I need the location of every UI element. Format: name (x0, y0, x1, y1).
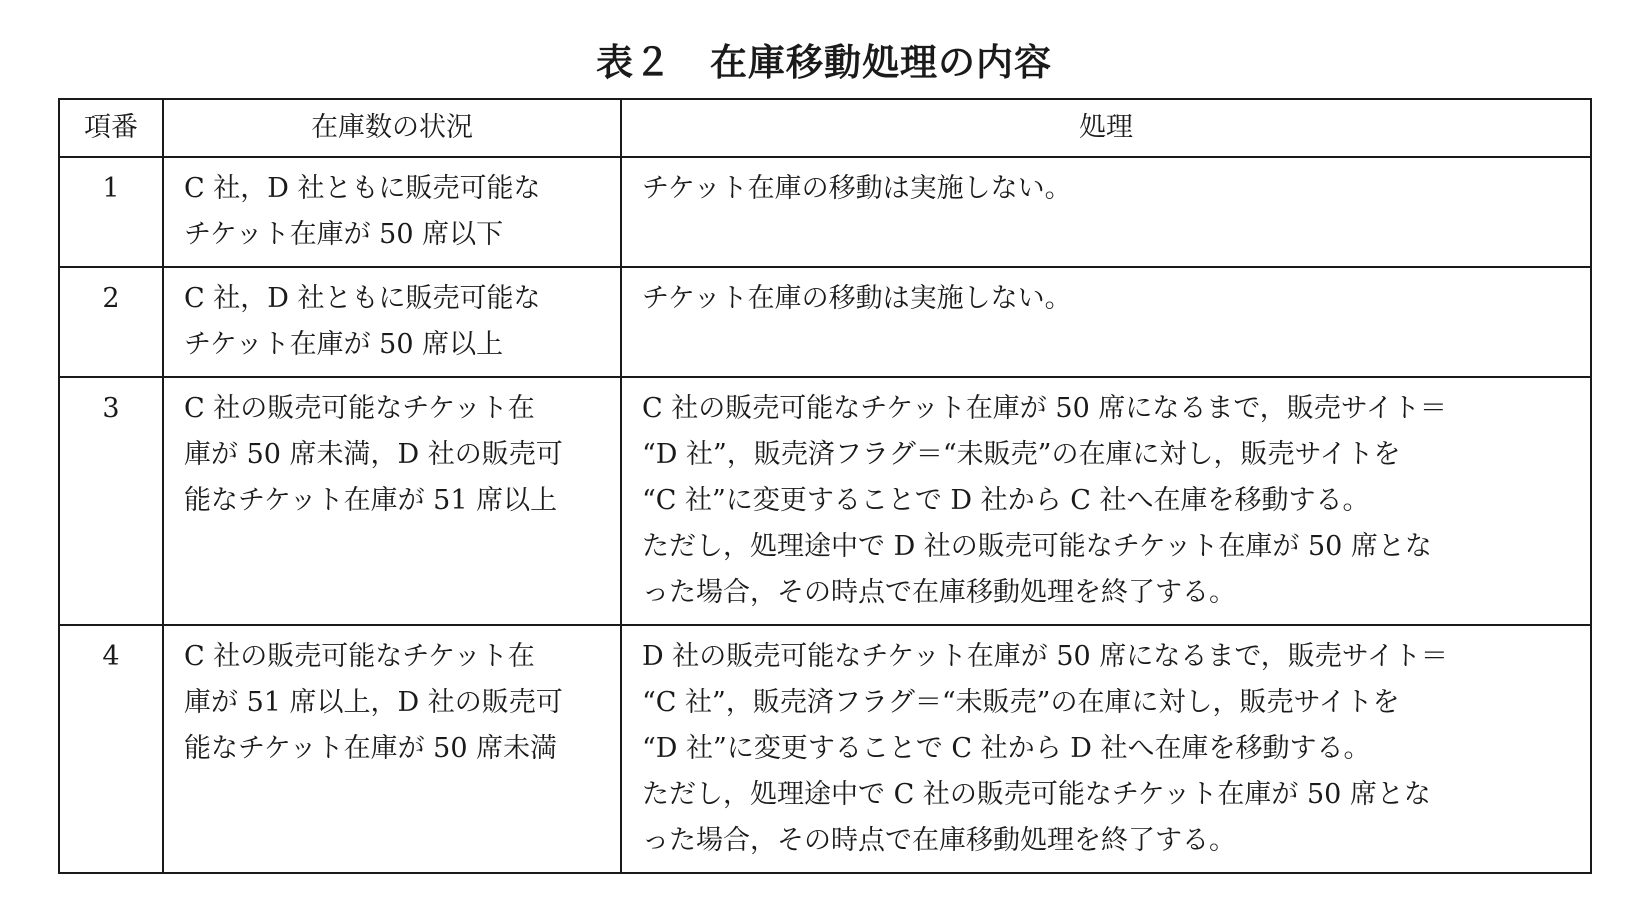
table-row (59, 267, 1591, 377)
cell-text-line: チケット在庫の移動は実施しない。 (642, 173, 1072, 204)
item-number-cell: 3 (59, 377, 163, 625)
cell-text-line: った場合，その時点で在庫移動処理を終了する。 (642, 825, 1236, 856)
stock-status-cell (163, 157, 621, 267)
cell-text-line: った場合，その時点で在庫移動処理を終了する。 (642, 577, 1236, 608)
cell-text-line: C 社，D 社ともに販売可能な (184, 173, 541, 204)
cell-text-line: C 社の販売可能なチケット在 (184, 641, 535, 672)
cell-text-line: ただし，処理途中で D 社の販売可能なチケット在庫が 50 席とな (642, 531, 1432, 562)
process-cell (621, 625, 1591, 873)
process-cell (621, 267, 1591, 377)
header-item-number: 項番 (59, 99, 163, 157)
cell-text-line: C 社の販売可能なチケット在 (184, 393, 535, 424)
cell-text-line: “D 社”に変更することで C 社から D 社へ在庫を移動する。 (642, 733, 1371, 764)
process-cell (621, 157, 1591, 267)
cell-text-line: “C 社”に変更することで D 社から C 社へ在庫を移動する。 (642, 485, 1370, 516)
table-row (59, 157, 1591, 267)
cell-text-line: C 社，D 社ともに販売可能な (184, 283, 541, 314)
header-process: 処理 (621, 99, 1591, 157)
table-row (59, 377, 1591, 625)
cell-text-line: チケット在庫の移動は実施しない。 (642, 283, 1072, 314)
stock-status-cell (163, 625, 621, 873)
cell-text-line: “D 社”，販売済フラグ＝“未販売”の在庫に対し，販売サイトを (642, 439, 1401, 470)
cell-text-line: 庫が 51 席以上，D 社の販売可 (184, 687, 563, 718)
cell-text-line: D 社の販売可能なチケット在庫が 50 席になるまで，販売サイト＝ (642, 641, 1448, 672)
cell-text-line: ただし，処理途中で C 社の販売可能なチケット在庫が 50 席とな (642, 779, 1431, 810)
header-row (59, 99, 1591, 157)
cell-text-line: チケット在庫が 50 席以上 (184, 329, 504, 360)
item-number-cell: 1 (59, 157, 163, 267)
inventory-transfer-table (58, 98, 1592, 874)
cell-text-line: “C 社”，販売済フラグ＝“未販売”の在庫に対し，販売サイトを (642, 687, 1400, 718)
process-cell (621, 377, 1591, 625)
table-row (59, 625, 1591, 873)
cell-text-line: C 社の販売可能なチケット在庫が 50 席になるまで，販売サイト＝ (642, 393, 1447, 424)
header-stock-status: 在庫数の状況 (163, 99, 621, 157)
cell-text-line: 庫が 50 席未満，D 社の販売可 (184, 439, 563, 470)
item-number-cell: 2 (59, 267, 163, 377)
cell-text-line: 能なチケット在庫が 50 席未満 (184, 733, 558, 764)
stock-status-cell (163, 377, 621, 625)
cell-text-line: チケット在庫が 50 席以下 (184, 219, 504, 250)
item-number-cell: 4 (59, 625, 163, 873)
cell-text-line: 能なチケット在庫が 51 席以上 (184, 485, 558, 516)
table-caption: 表２ 在庫移動処理の内容 (596, 41, 1052, 84)
stock-status-cell (163, 267, 621, 377)
